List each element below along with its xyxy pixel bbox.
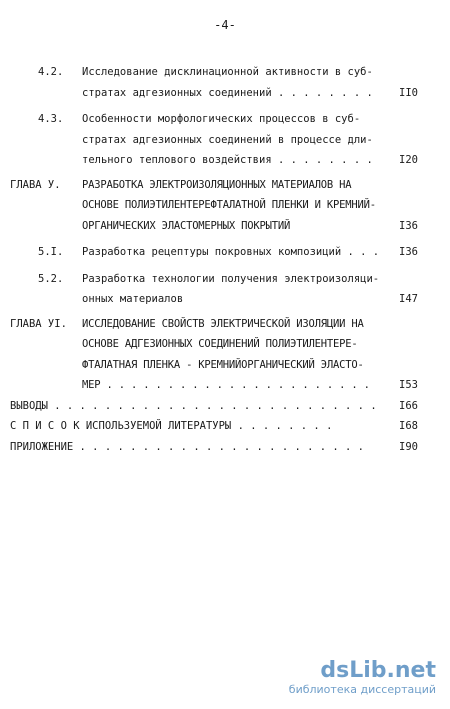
page-ref: I68 [399, 420, 418, 432]
toc-entry-5-2 [0, 269, 450, 310]
chapter-label: ГЛАВА У. [10, 178, 61, 191]
toc-entry-chapter-6 [0, 314, 450, 396]
page-ref: I53 [399, 379, 418, 391]
toc-entry-4-3 [0, 109, 450, 171]
section-title: Разработка технологии получения электроизоляци- онных материалов [82, 272, 380, 305]
watermark [289, 659, 436, 697]
page-ref: I90 [399, 440, 418, 453]
toc-entry-4-2 [0, 62, 450, 103]
section-number: 5.2. [38, 272, 64, 285]
section-number: 4.2. [38, 66, 64, 78]
chapter-title: ИССЛЕДОВАНИЕ СВОЙСТВ ЭЛЕКТРИЧЕСКОЙ ИЗОЛЯЦИИ НА ОСНОВЕ АДГЕЗИОННЫХ СОЕДИНЕНИЙ ПОЛИЭТИЛЕНТЕРЕ- ФТАЛАТНАЯ ПЛЕНКА - КРЕМНИЙОРГАНИЧЕСКИЙ ЭЛАСТО- МЕР . . . . . . . . . . . . . . . . . . . . . . [82, 317, 370, 391]
section-title: Особенности морфологических процессов в суб- стратах адгезионных соединений в процессе дли- тельного теплового воздействия . . . . . . . . [82, 113, 373, 166]
page-number: -4- [214, 18, 236, 32]
section-title: С П И С О К ИСПОЛЬЗУЕМОЙ ЛИТЕРАТУРЫ . . . . . . . . [10, 420, 333, 432]
page-ref: I36 [399, 219, 418, 232]
toc-entry-chapter-5 [0, 175, 450, 237]
toc-entry-appendix [0, 437, 450, 458]
page-ref: I66 [399, 399, 418, 412]
toc-entry-conclusions [0, 396, 450, 417]
page-ref: II0 [399, 86, 418, 99]
toc-entry-5-1 [0, 242, 450, 263]
page-ref: I20 [399, 154, 418, 166]
section-number: 5.I. [38, 246, 64, 258]
chapter-label: ГЛАВА УI. [10, 317, 67, 330]
toc-entry-references [0, 416, 450, 437]
page-ref: I36 [399, 246, 418, 258]
section-title: ВЫВОДЫ . . . . . . . . . . . . . . . . . . . . . . . . . . [10, 399, 377, 412]
chapter-title: РАЗРАБОТКА ЭЛЕКТРОИЗОЛЯЦИОННЫХ МАТЕРИАЛОВ НА ОСНОВЕ ПОЛИЭТИЛЕНТЕРЕФТАЛАТНОЙ ПЛЕНКИ И КРЕМНИЙ- ОРГАНИЧЕСКИХ ЭЛАСТОМЕРНЫХ ПОКРЫТИЙ [82, 178, 376, 232]
page-ref: I47 [399, 293, 418, 305]
table-of-contents [0, 62, 450, 457]
section-number: 4.3. [38, 113, 64, 125]
section-title: Исследование дисклинационной активности в суб- стратах адгезионных соединений . . . . . . . . [82, 66, 373, 99]
section-title: Разработка рецептуры покровных композиций . . . [82, 246, 380, 258]
watermark-brand: dsLib.net [320, 658, 436, 683]
watermark-tagline: библиотека диссертаций [288, 683, 436, 696]
section-title: ПРИЛОЖЕНИЕ . . . . . . . . . . . . . . . . . . . . . . . [10, 440, 365, 453]
